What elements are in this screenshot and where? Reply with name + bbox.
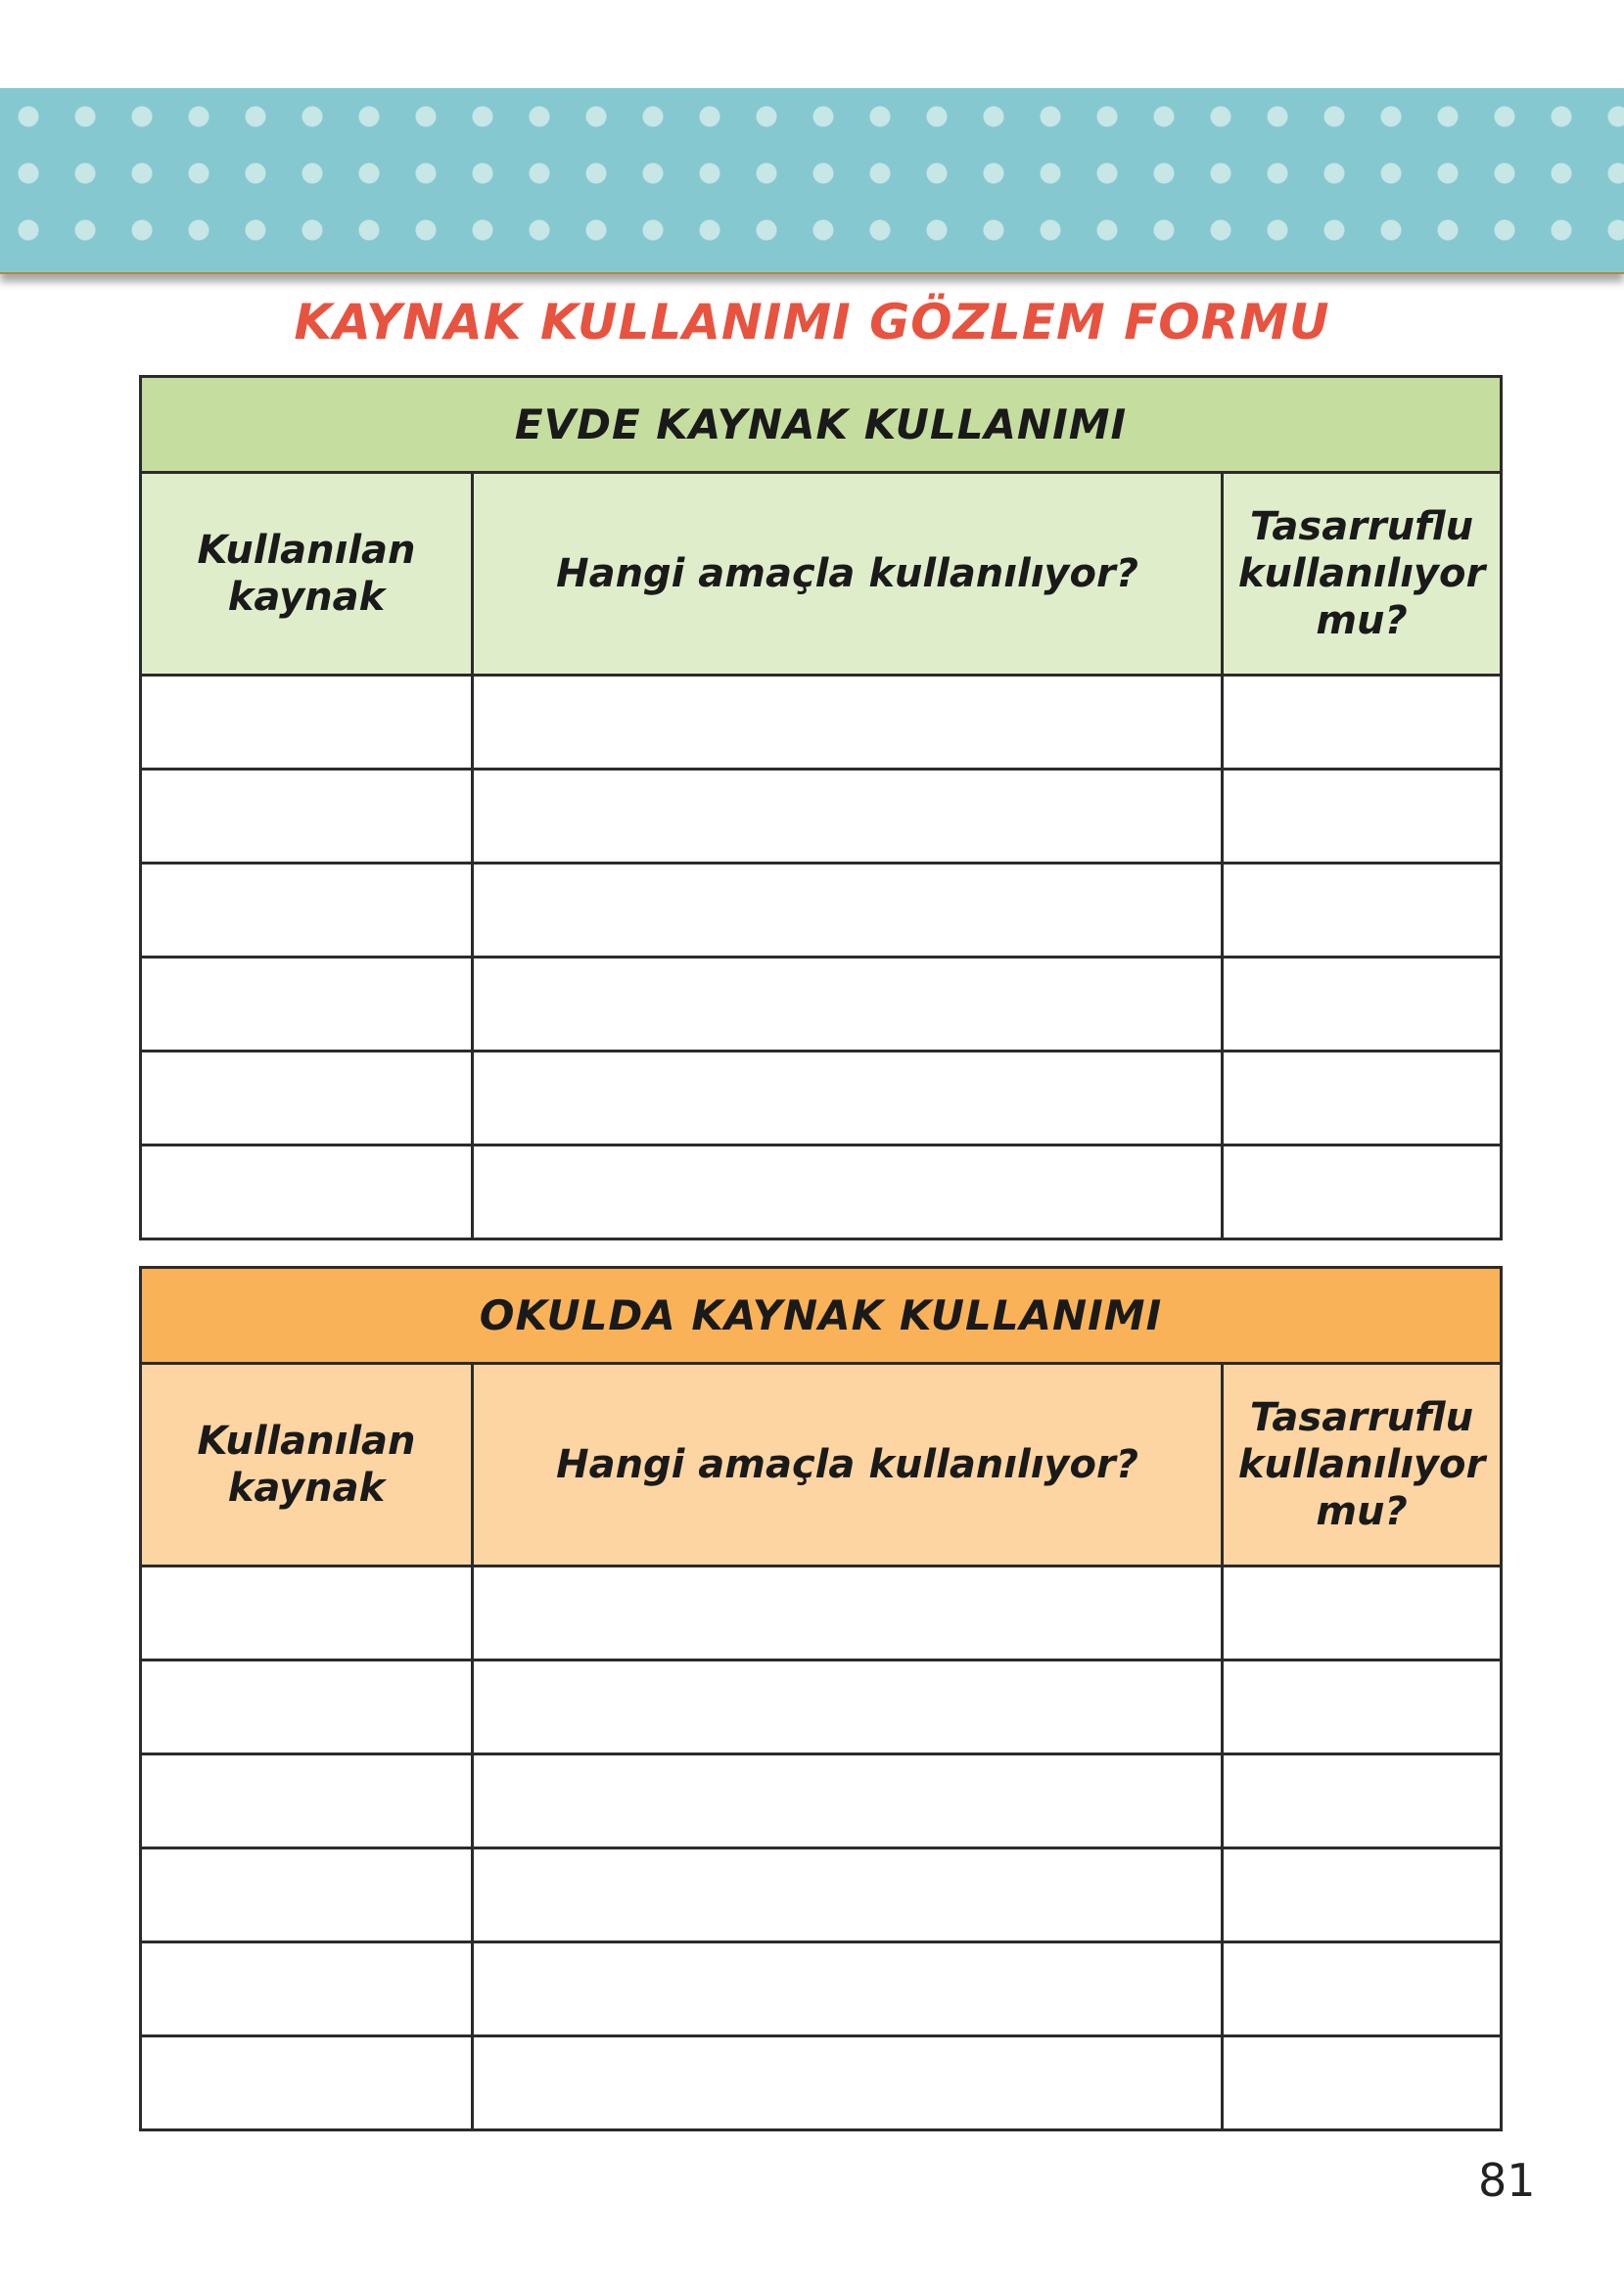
saving-cell[interactable] bbox=[1223, 1942, 1502, 2036]
table-row bbox=[141, 1754, 1502, 1848]
purpose-cell[interactable] bbox=[473, 958, 1223, 1052]
purpose-cell[interactable] bbox=[473, 1754, 1223, 1848]
purpose-cell[interactable] bbox=[473, 676, 1223, 770]
table-row bbox=[141, 1942, 1502, 2036]
saving-cell[interactable] bbox=[1223, 958, 1502, 1052]
saving-cell[interactable] bbox=[1223, 1848, 1502, 1942]
page-title: KAYNAK KULLANIMI GÖZLEM FORMU bbox=[294, 294, 1330, 351]
purpose-cell[interactable] bbox=[473, 1660, 1223, 1754]
section-heading: OKULDA KAYNAK KULLANIMI bbox=[141, 1268, 1502, 1364]
resource-cell[interactable] bbox=[141, 1848, 473, 1942]
resource-cell[interactable] bbox=[141, 2036, 473, 2130]
purpose-cell[interactable] bbox=[473, 1848, 1223, 1942]
saving-cell[interactable] bbox=[1223, 676, 1502, 770]
column-header-purpose: Hangi amaçla kullanılıyor? bbox=[473, 473, 1223, 676]
school-resource-table bbox=[139, 1266, 1503, 2131]
table-row bbox=[141, 1848, 1502, 1942]
column-header-saving: Tasarruflu kullanılıyor mu? bbox=[1223, 473, 1502, 676]
purpose-cell[interactable] bbox=[473, 770, 1223, 864]
table-row bbox=[141, 1660, 1502, 1754]
decorative-banner bbox=[0, 88, 1624, 274]
purpose-cell[interactable] bbox=[473, 1566, 1223, 1660]
purpose-cell[interactable] bbox=[473, 2036, 1223, 2130]
table-row bbox=[141, 676, 1502, 770]
column-header-purpose: Hangi amaçla kullanılıyor? bbox=[473, 1364, 1223, 1566]
resource-cell[interactable] bbox=[141, 1942, 473, 2036]
purpose-cell[interactable] bbox=[473, 864, 1223, 958]
saving-cell[interactable] bbox=[1223, 1566, 1502, 1660]
resource-cell[interactable] bbox=[141, 958, 473, 1052]
saving-cell[interactable] bbox=[1223, 1146, 1502, 1239]
table-row bbox=[141, 1052, 1502, 1146]
table-row bbox=[141, 770, 1502, 864]
saving-cell[interactable] bbox=[1223, 1052, 1502, 1146]
home-resource-table bbox=[139, 375, 1503, 1240]
table-row bbox=[141, 958, 1502, 1052]
table-row bbox=[141, 1146, 1502, 1239]
resource-cell[interactable] bbox=[141, 676, 473, 770]
column-header-resource: Kullanılan kaynak bbox=[141, 473, 473, 676]
purpose-cell[interactable] bbox=[473, 1052, 1223, 1146]
resource-cell[interactable] bbox=[141, 1052, 473, 1146]
resource-cell[interactable] bbox=[141, 864, 473, 958]
resource-cell[interactable] bbox=[141, 1566, 473, 1660]
resource-cell[interactable] bbox=[141, 1754, 473, 1848]
resource-cell[interactable] bbox=[141, 1660, 473, 1754]
resource-cell[interactable] bbox=[141, 770, 473, 864]
resource-cell[interactable] bbox=[141, 1146, 473, 1239]
saving-cell[interactable] bbox=[1223, 2036, 1502, 2130]
column-header-resource: Kullanılan kaynak bbox=[141, 1364, 473, 1566]
page-number: 81 bbox=[1478, 2154, 1536, 2207]
column-header-saving: Tasarruflu kullanılıyor mu? bbox=[1223, 1364, 1502, 1566]
table-row bbox=[141, 1566, 1502, 1660]
section-heading: EVDE KAYNAK KULLANIMI bbox=[141, 377, 1502, 473]
purpose-cell[interactable] bbox=[473, 1146, 1223, 1239]
saving-cell[interactable] bbox=[1223, 1660, 1502, 1754]
saving-cell[interactable] bbox=[1223, 770, 1502, 864]
saving-cell[interactable] bbox=[1223, 1754, 1502, 1848]
table-row bbox=[141, 2036, 1502, 2130]
purpose-cell[interactable] bbox=[473, 1942, 1223, 2036]
table-row bbox=[141, 864, 1502, 958]
saving-cell[interactable] bbox=[1223, 864, 1502, 958]
